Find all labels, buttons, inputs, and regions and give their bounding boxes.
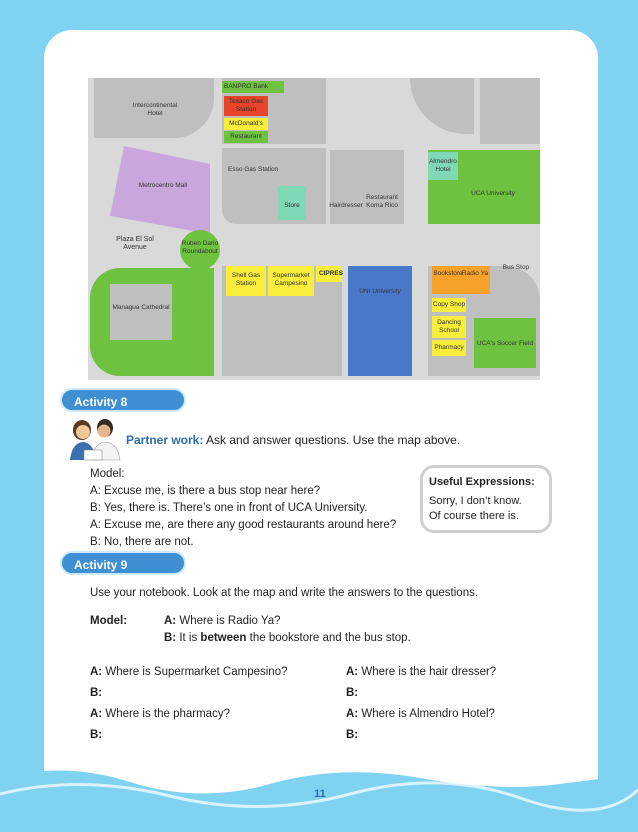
bookstore-label: Bookstore <box>433 270 463 277</box>
uni-block <box>348 266 412 376</box>
question-4 <box>346 706 495 723</box>
dialog-line-4: B: No, there are not. <box>90 536 194 548</box>
uni-label: UNI University <box>359 288 401 295</box>
activity-9-tab: Activity 9 <box>60 551 186 575</box>
useful-heading: Useful Expressions: <box>429 476 535 488</box>
q1-text: Where is Supermarket Campesino? <box>102 666 288 678</box>
uca-label: UCA University <box>471 190 515 197</box>
cathedral-block <box>110 284 172 340</box>
texaco-label: Texaco Gas Station <box>228 98 264 113</box>
q4-a-label: A: <box>346 708 359 720</box>
question-2 <box>346 664 496 681</box>
busstop-label: Bus Stop <box>502 264 530 271</box>
banpro-label: BANPRO Bank <box>224 83 269 90</box>
dialog-line-1: A: Excuse me, is there a bus stop near here? <box>90 485 321 497</box>
partner-work-label: Partner work: <box>126 433 204 447</box>
campesino-label: Supermarket Campesino <box>272 272 310 287</box>
esso-block <box>222 148 326 224</box>
page-number: 11 <box>314 788 326 800</box>
model-b-line <box>164 630 411 647</box>
metrocentro-shape <box>110 146 214 234</box>
useful-line-2: Of course there is. <box>429 510 519 522</box>
useful-line-1: Sorry, I don’t know. <box>429 495 522 507</box>
answer-1-label: B: <box>90 687 103 699</box>
ruben-label: Ruben Dario Roundabout <box>181 240 219 255</box>
copyshop-label: Copy Shop <box>432 301 466 308</box>
partner-work-text: Ask and answer questions. Use the map above. <box>203 433 461 447</box>
esso-label: Esso Gas Station <box>228 166 279 173</box>
top-curve-block <box>410 78 474 134</box>
answer-2-label: B: <box>346 687 359 699</box>
store-label: Store <box>284 202 300 209</box>
model-b-post: the bookstore and the bus stop. <box>246 632 411 644</box>
mcdonalds-label: McDonald's <box>229 120 263 127</box>
question-1 <box>90 664 288 681</box>
model-b-bold: between <box>200 632 247 644</box>
q4-text: Where is Almendro Hotel? <box>358 708 495 720</box>
q2-a-label: A: <box>346 666 359 678</box>
model-b-pre: It is <box>176 632 201 644</box>
useful-expressions-box <box>420 465 552 533</box>
soccer-label: UCA's Soccer Field <box>476 340 534 347</box>
activity-8-instruction <box>126 432 460 449</box>
almendro-label: Almendro Hotel <box>429 158 457 173</box>
restaurant-label: Restaurant <box>230 133 262 140</box>
answer-3-label: B: <box>90 729 103 741</box>
model-label-9: Model: <box>90 615 128 627</box>
model-a-line <box>164 613 281 630</box>
activity-9-instruction: Use your notebook. Look at the map and write the answers to the questions. <box>90 587 479 599</box>
question-3 <box>90 706 230 723</box>
metrocentro-label: Metrocentro Mall <box>138 182 188 189</box>
cathedral-label: Managua Cathedral <box>112 304 170 311</box>
hair-block <box>330 150 404 224</box>
plaza-label: Plaza El Sol Avenue <box>116 236 154 251</box>
top-right-block <box>480 78 540 144</box>
answer-4-label: B: <box>346 729 359 741</box>
shell-label: Shell Gas Station <box>231 272 261 287</box>
activity-8-tab: Activity 8 <box>60 388 186 412</box>
students-illustration <box>62 416 124 464</box>
q3-text: Where is the pharmacy? <box>102 708 230 720</box>
dancing-label: Dancing School <box>437 319 461 334</box>
komarico-label: Restaurant Koma Rico <box>366 194 398 209</box>
model-a-label: A: <box>164 615 177 627</box>
cipres-label: CIPRES <box>318 270 344 277</box>
q1-a-label: A: <box>90 666 103 678</box>
q3-a-label: A: <box>90 708 103 720</box>
dialog-line-2: B: Yes, there is. There’s one in front of UCA University. <box>90 502 368 514</box>
pharmacy-label: Pharmacy <box>434 344 464 351</box>
radioya-label: Radio Ya <box>461 270 489 277</box>
q2-text: Where is the hair dresser? <box>358 666 497 678</box>
model-a-text: Where is Radio Ya? <box>176 615 281 627</box>
city-map <box>88 78 540 380</box>
model-b-label: B: <box>164 632 177 644</box>
intercontinental-label: Intercontinental Hotel <box>132 102 178 117</box>
hairdresser-label: Hairdresser <box>329 202 363 209</box>
dialog-line-3: A: Excuse me, are there any good restaurants around here? <box>90 519 397 531</box>
model-label-8: Model: <box>90 468 125 480</box>
